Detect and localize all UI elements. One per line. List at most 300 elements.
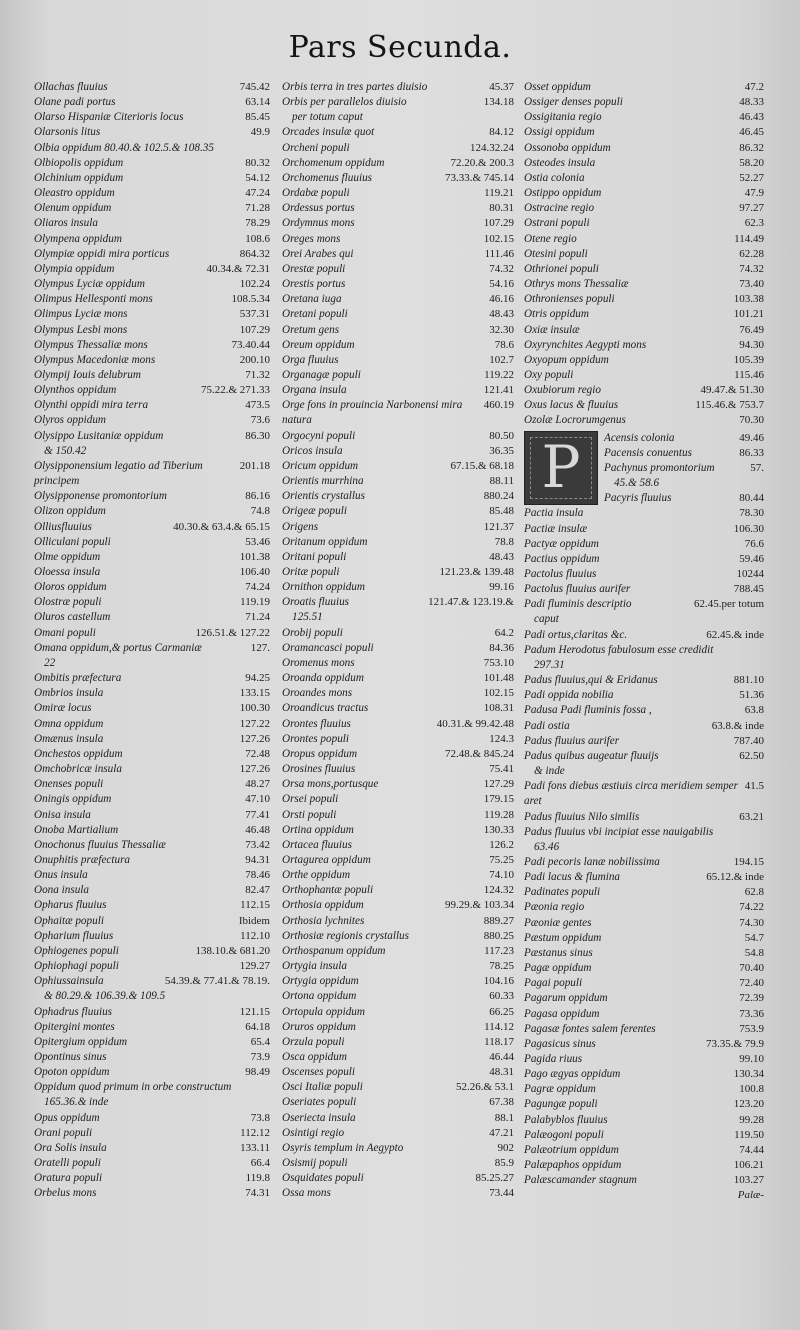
index-entry bbox=[282, 550, 514, 565]
index-entry bbox=[524, 95, 764, 110]
entry-reference: 127.26 bbox=[239, 763, 270, 776]
index-entry bbox=[34, 929, 270, 944]
index-entry bbox=[34, 110, 270, 125]
entry-name: Orestæ populi bbox=[282, 262, 346, 275]
entry-name: Palæotrium oppidum bbox=[524, 1143, 619, 1156]
entry-reference: 121.15 bbox=[239, 1005, 270, 1018]
entry-name: Oxyrynchites Aegypti mons bbox=[524, 338, 647, 351]
entry-name: Onisa insula bbox=[34, 808, 91, 821]
entry-name: Olarsonis litus bbox=[34, 126, 101, 139]
entry-name: Pagasæ fontes salem ferentes bbox=[524, 1022, 656, 1035]
entry-reference: 77.41 bbox=[245, 808, 270, 821]
entry-reference: 49.46 bbox=[739, 431, 764, 444]
entry-reference: 101.38 bbox=[239, 550, 270, 563]
entry-reference: 71.32 bbox=[245, 368, 270, 381]
entry-name: Orchomenum oppidum bbox=[282, 156, 385, 169]
entry-name: Ortacea fluuius bbox=[282, 838, 352, 851]
entry-name: Oromenus mons bbox=[282, 656, 355, 669]
entry-reference: 112.10 bbox=[240, 929, 270, 942]
entry-name: Olympij Iouis delubrum bbox=[34, 368, 141, 381]
entry-name: Orthophantæ populi bbox=[282, 884, 374, 897]
entry-reference: 115.46.& 753.7 bbox=[695, 399, 764, 412]
index-entry-continuation: 125.51 bbox=[292, 611, 323, 624]
entry-name: Omani populi bbox=[34, 626, 96, 639]
index-entry bbox=[282, 444, 514, 459]
entry-name: Pachynus promontorium bbox=[604, 461, 715, 474]
entry-reference: 60.33 bbox=[489, 990, 514, 1003]
entry-name: Olympena oppidum bbox=[34, 232, 122, 245]
entry-name: Padi oppida nobilia bbox=[524, 689, 614, 702]
index-entry bbox=[282, 959, 514, 974]
entry-name: Osismij populi bbox=[282, 1157, 348, 1170]
entry-name: Osca oppidum bbox=[282, 1051, 347, 1063]
entry-reference: 102.7 bbox=[489, 353, 514, 366]
entry-reference: 40.34.& 72.31 bbox=[206, 262, 270, 275]
entry-reference: 57. bbox=[750, 461, 764, 474]
entry-reference: 119.8 bbox=[245, 1172, 270, 1185]
index-entry bbox=[524, 323, 764, 338]
entry-reference: 114.12 bbox=[484, 1020, 514, 1033]
index-column-3-p-section bbox=[524, 506, 764, 1188]
entry-name: Pactyæ oppidum bbox=[524, 537, 599, 550]
index-entry bbox=[524, 597, 764, 612]
entry-reference: 86.16 bbox=[245, 490, 270, 503]
entry-reference: 107.29 bbox=[239, 323, 270, 336]
entry-name: Orientis murrhina bbox=[282, 475, 364, 488]
index-entry bbox=[34, 1005, 270, 1020]
index-entry bbox=[34, 277, 270, 292]
index-entry bbox=[524, 413, 764, 428]
entry-name: Ortina oppidum bbox=[282, 823, 354, 836]
entry-reference: 45.37 bbox=[489, 81, 514, 93]
entry-reference: 537.31 bbox=[239, 308, 270, 321]
index-entry bbox=[282, 671, 514, 686]
entry-name: Oleastro oppidum bbox=[34, 187, 115, 200]
entry-reference: 75.41 bbox=[489, 763, 514, 776]
index-entry bbox=[282, 792, 514, 807]
entry-name: Ossigitania regio bbox=[524, 111, 602, 124]
entry-name: Olysipponensium legatio ad Tiberium principem bbox=[34, 459, 203, 488]
index-entry bbox=[34, 1065, 270, 1080]
entry-name: Oritæ populi bbox=[282, 566, 340, 578]
entry-reference: 99.29.& 103.34 bbox=[444, 899, 514, 912]
entry-reference: 100.30 bbox=[239, 702, 270, 715]
entry-name: Opharium fluuius bbox=[34, 929, 114, 942]
index-entry bbox=[34, 853, 270, 868]
entry-reference: 126.2 bbox=[489, 838, 514, 851]
entry-reference: 53.46 bbox=[245, 535, 270, 548]
entry-reference: 74.24 bbox=[245, 581, 270, 594]
entry-name: Olysipponense promontorium bbox=[34, 490, 167, 503]
index-entry bbox=[34, 307, 270, 322]
entry-name: Olympus Thessaliæ mons bbox=[34, 338, 148, 351]
entry-name: Origens bbox=[282, 520, 319, 533]
entry-reference: 65.12.& inde bbox=[706, 871, 764, 884]
entry-name: Oratura populi bbox=[34, 1172, 103, 1185]
index-entry bbox=[282, 1186, 514, 1201]
entry-reference: 63.8 bbox=[744, 704, 764, 717]
entry-reference: 881.10 bbox=[733, 674, 764, 687]
entry-name: Pagungæ populi bbox=[524, 1098, 598, 1111]
entry-name: Ostia colonia bbox=[524, 171, 585, 184]
entry-reference: 86.33 bbox=[739, 446, 764, 459]
index-entry bbox=[34, 459, 270, 489]
entry-reference: 78.46 bbox=[245, 869, 270, 882]
index-entry bbox=[34, 535, 270, 550]
entry-name: Olme oppidum bbox=[34, 550, 101, 563]
entry-reference: 48.43 bbox=[489, 550, 514, 563]
entry-name: Pagida riuus bbox=[524, 1053, 583, 1065]
entry-name: Othrys mons Thessaliæ bbox=[524, 278, 629, 291]
index-entry bbox=[282, 1005, 514, 1020]
index-entry bbox=[282, 883, 514, 898]
entry-name: Oropus oppidum bbox=[282, 747, 358, 760]
entry-reference: 73.40 bbox=[739, 278, 764, 291]
entry-name: Opitergini montes bbox=[34, 1020, 115, 1033]
index-entry bbox=[524, 810, 764, 825]
index-entry bbox=[282, 580, 514, 595]
entry-name: Oreges mons bbox=[282, 232, 341, 245]
entry-reference: 74.32 bbox=[739, 262, 764, 275]
index-entry bbox=[282, 565, 514, 580]
entry-reference: 94.31 bbox=[245, 853, 270, 866]
index-entry-continuation: 165.36.& inde bbox=[44, 1096, 109, 1109]
index-entry bbox=[282, 762, 514, 777]
index-entry bbox=[34, 944, 270, 959]
entry-name: Orzula populi bbox=[282, 1035, 345, 1048]
entry-reference: 80.44 bbox=[739, 492, 764, 505]
index-entry bbox=[282, 1126, 514, 1141]
entry-name: Oloessa insula bbox=[34, 566, 101, 578]
entry-name: Orontes fluuius bbox=[282, 717, 351, 730]
index-entry bbox=[34, 974, 270, 989]
index-entry bbox=[524, 855, 764, 870]
entry-reference: 138.10.& 681.20 bbox=[195, 944, 270, 957]
index-entry bbox=[34, 520, 270, 535]
index-entry-continuation: & 150.42 bbox=[44, 444, 87, 457]
entry-name: Onoba Martialium bbox=[34, 823, 119, 836]
entry-reference: 76.6 bbox=[744, 537, 764, 550]
index-entry bbox=[282, 474, 514, 489]
index-entry bbox=[34, 201, 270, 216]
entry-reference: 130.34 bbox=[733, 1068, 764, 1081]
index-column-2 bbox=[282, 80, 514, 1202]
index-entry bbox=[34, 550, 270, 565]
index-entry bbox=[282, 1111, 514, 1126]
entry-name: Ombrios insula bbox=[34, 687, 104, 700]
index-entry bbox=[524, 262, 764, 277]
index-entry bbox=[282, 1065, 514, 1080]
entry-reference: 70.30 bbox=[739, 414, 764, 427]
entry-name: Pæstanus sinus bbox=[524, 946, 593, 959]
entry-name: Olostræ populi bbox=[34, 596, 102, 609]
entry-reference: 124.32 bbox=[483, 884, 514, 897]
entry-name: Olysippo Lusitaniæ oppidum bbox=[34, 429, 164, 442]
entry-name: Oroandicus tractus bbox=[282, 702, 369, 715]
entry-name: Pagai populi bbox=[524, 977, 583, 990]
entry-reference: 46.43 bbox=[739, 111, 764, 124]
index-entry bbox=[34, 838, 270, 853]
entry-reference: 41.5 bbox=[744, 780, 764, 793]
entry-name: Orcades insulæ quot bbox=[282, 126, 375, 139]
entry-reference: 200.10 bbox=[239, 353, 270, 366]
entry-name: Opus oppidum bbox=[34, 1111, 100, 1124]
index-entry bbox=[34, 641, 270, 656]
entry-reference: 74.10 bbox=[489, 869, 514, 882]
entry-reference: 54.39.& 77.41.& 78.19. bbox=[164, 975, 270, 988]
index-entry bbox=[34, 580, 270, 595]
entry-name: Pacyris fluuius bbox=[604, 492, 672, 505]
index-entry bbox=[282, 808, 514, 823]
index-entry bbox=[34, 1050, 270, 1065]
entry-name: Ortopula oppidum bbox=[282, 1005, 365, 1018]
entry-name: Olbiopolis oppidum bbox=[34, 156, 124, 169]
index-entry bbox=[282, 929, 514, 944]
index-entry bbox=[282, 898, 514, 913]
entry-reference: 103.27 bbox=[733, 1174, 764, 1187]
index-entry bbox=[282, 489, 514, 504]
index-entry bbox=[34, 792, 270, 807]
decorated-initial-p bbox=[524, 431, 598, 505]
index-entry bbox=[282, 323, 514, 338]
entry-reference: 787.40 bbox=[733, 734, 764, 747]
entry-name: Opoton oppidum bbox=[34, 1066, 110, 1079]
entry-name: Ophiophagi populi bbox=[34, 960, 119, 973]
index-entry bbox=[604, 491, 764, 506]
entry-name: Ordabæ populi bbox=[282, 187, 350, 200]
index-entry bbox=[34, 686, 270, 701]
entry-name: Olliusfluuius bbox=[34, 520, 92, 533]
entry-name: Oona insula bbox=[34, 884, 90, 897]
entry-name: Ossonoba oppidum bbox=[524, 141, 611, 154]
entry-reference: 73.6 bbox=[250, 414, 270, 427]
entry-reference: 46.48 bbox=[245, 823, 270, 836]
index-entry bbox=[282, 95, 514, 110]
entry-reference: 105.39 bbox=[733, 353, 764, 366]
entry-name: Opitergium oppidum bbox=[34, 1035, 128, 1048]
index-entry bbox=[524, 110, 764, 125]
index-entry bbox=[282, 868, 514, 883]
index-entry bbox=[524, 946, 764, 961]
entry-name: Pagasa oppidum bbox=[524, 1007, 600, 1020]
entry-reference: 75.25 bbox=[489, 853, 514, 866]
entry-name: Olizon oppidum bbox=[34, 505, 106, 518]
entry-reference: 97.27 bbox=[739, 202, 764, 215]
index-entry bbox=[34, 216, 270, 231]
entry-reference: 62.50 bbox=[739, 749, 764, 762]
entry-name: Acensis colonia bbox=[604, 431, 675, 444]
index-entry bbox=[524, 703, 764, 718]
entry-reference: 59.46 bbox=[739, 552, 764, 565]
entry-name: Orsa mons,portusque bbox=[282, 778, 379, 791]
entry-reference: 76.49 bbox=[739, 323, 764, 336]
entry-reference: 108.5.34 bbox=[231, 293, 270, 306]
index-entry bbox=[34, 247, 270, 262]
entry-reference: 108.6 bbox=[245, 232, 270, 245]
entry-reference: 73.8 bbox=[250, 1111, 270, 1124]
entry-name: Ordymnus mons bbox=[282, 217, 355, 230]
entry-name: Pæoniæ gentes bbox=[524, 916, 592, 929]
index-entry bbox=[282, 429, 514, 444]
entry-reference: 94.25 bbox=[245, 672, 270, 685]
index-entry bbox=[34, 868, 270, 883]
entry-reference: 902 bbox=[497, 1141, 514, 1154]
entry-name: Orbelus mons bbox=[34, 1187, 97, 1200]
index-entry bbox=[282, 368, 514, 383]
index-entry bbox=[282, 216, 514, 231]
index-entry bbox=[524, 1097, 764, 1112]
index-entry bbox=[524, 567, 764, 582]
entry-reference: 74.31 bbox=[245, 1187, 270, 1200]
entry-reference: 63.14 bbox=[245, 96, 270, 109]
entry-name: Ordessus portus bbox=[282, 202, 355, 215]
entry-name: Oroanda oppidum bbox=[282, 672, 364, 685]
entry-name: Olympus Lesbi mons bbox=[34, 323, 128, 336]
index-entry bbox=[282, 701, 514, 716]
entry-reference: 78.6 bbox=[494, 338, 514, 351]
entry-name: Onenses populi bbox=[34, 778, 104, 791]
entry-reference: 49.47.& 51.30 bbox=[700, 384, 764, 397]
entry-reference: 66.4 bbox=[250, 1157, 270, 1170]
entry-reference: 64.2 bbox=[494, 626, 514, 639]
entry-name: Oratelli populi bbox=[34, 1157, 101, 1170]
entry-reference: 67.38 bbox=[489, 1096, 514, 1109]
index-entry bbox=[282, 307, 514, 322]
entry-name: Orga fluuius bbox=[282, 353, 339, 366]
entry-reference: 40.31.& 99.42.48 bbox=[436, 717, 514, 730]
index-entry bbox=[282, 520, 514, 535]
entry-name: Oxy populi bbox=[524, 368, 574, 381]
entry-reference: 112.12 bbox=[240, 1126, 270, 1139]
index-entry bbox=[282, 717, 514, 732]
index-entry bbox=[524, 916, 764, 931]
entry-name: Orthe oppidum bbox=[282, 869, 351, 882]
index-entry-continuation: 297.31 bbox=[534, 658, 565, 671]
entry-reference: 80.31 bbox=[489, 202, 514, 215]
entry-name: Organa insula bbox=[282, 384, 347, 397]
entry-reference: 745.42 bbox=[239, 81, 270, 93]
index-entry bbox=[524, 673, 764, 688]
index-entry bbox=[282, 186, 514, 201]
entry-name: Orcheni populi bbox=[282, 141, 350, 154]
index-entry bbox=[524, 1113, 764, 1128]
entry-reference: 36.35 bbox=[489, 444, 514, 457]
entry-name: Otesini populi bbox=[524, 247, 588, 260]
index-entry bbox=[524, 232, 764, 247]
entry-reference: 72.48 bbox=[245, 747, 270, 760]
index-entry bbox=[282, 944, 514, 959]
entry-reference: 121.23.& 139.48 bbox=[439, 566, 514, 578]
entry-reference: 85.25.27 bbox=[475, 1172, 514, 1185]
entry-name: Orge fons in prouincia Narbonensi mira natura bbox=[282, 399, 463, 427]
entry-reference: 108.31 bbox=[483, 702, 514, 715]
entry-reference: 123.20 bbox=[733, 1098, 764, 1111]
index-entry bbox=[282, 80, 514, 95]
index-entry bbox=[282, 686, 514, 701]
index-entry bbox=[524, 552, 764, 567]
entry-name: Oningis oppidum bbox=[34, 793, 112, 806]
entry-reference: 46.44 bbox=[489, 1051, 514, 1063]
index-entry bbox=[524, 870, 764, 885]
index-entry bbox=[282, 777, 514, 792]
entry-name: Orbis per parallelos diuisio bbox=[282, 96, 407, 109]
entry-name: Orientis crystallus bbox=[282, 490, 365, 503]
entry-name: Pago ægyas oppidum bbox=[524, 1068, 621, 1081]
entry-reference: 74.22 bbox=[739, 901, 764, 914]
entry-reference: 64.18 bbox=[245, 1020, 270, 1033]
index-entry bbox=[282, 262, 514, 277]
entry-name: Pactius oppidum bbox=[524, 552, 600, 565]
entry-reference: 103.38 bbox=[733, 293, 764, 306]
index-entry bbox=[524, 368, 764, 383]
entry-name: Padi ortus,claritas &c. bbox=[524, 628, 628, 641]
index-entry bbox=[524, 1128, 764, 1143]
entry-name: Onus insula bbox=[34, 869, 88, 882]
index-entry bbox=[282, 732, 514, 747]
index-entry bbox=[34, 1020, 270, 1035]
entry-reference: 112.15 bbox=[240, 899, 270, 912]
entry-name: Oritanum oppidum bbox=[282, 535, 368, 548]
index-entry bbox=[282, 1156, 514, 1171]
index-entry bbox=[524, 353, 764, 368]
entry-name: Orsti populi bbox=[282, 808, 337, 821]
entry-reference: 47.21 bbox=[489, 1126, 514, 1139]
entry-name: Pæstum oppidum bbox=[524, 931, 602, 944]
index-entry bbox=[282, 1080, 514, 1095]
entry-name: Padus quibus augeatur fluuijs bbox=[524, 749, 659, 762]
index-entry bbox=[524, 383, 764, 398]
entry-name: Orthosia oppidum bbox=[282, 899, 364, 912]
entry-name: Opharus fluuius bbox=[34, 899, 107, 912]
entry-reference: 47.10 bbox=[245, 793, 270, 806]
entry-name: Oreum oppidum bbox=[282, 338, 355, 351]
entry-name: Ossa mons bbox=[282, 1187, 331, 1200]
entry-reference: 62.8 bbox=[744, 886, 764, 899]
entry-name: Padi fluminis descriptio bbox=[524, 598, 632, 611]
entry-reference: 106.30 bbox=[733, 522, 764, 535]
index-entry bbox=[34, 232, 270, 247]
entry-name: Oliaros insula bbox=[34, 217, 98, 230]
index-entry bbox=[604, 446, 764, 461]
entry-reference: 73.9 bbox=[250, 1051, 270, 1063]
entry-name: Orei Arabes qui bbox=[282, 247, 354, 260]
entry-name: Padum Herodotus fabulosum esse credidit bbox=[524, 643, 714, 656]
index-entry bbox=[34, 171, 270, 186]
entry-reference: 127.26 bbox=[239, 732, 270, 745]
entry-reference: 72.40 bbox=[739, 977, 764, 990]
entry-name: Olchinium oppidum bbox=[34, 171, 124, 184]
entry-name: Othrionei populi bbox=[524, 262, 599, 275]
index-entry bbox=[34, 156, 270, 171]
index-entry bbox=[34, 823, 270, 838]
index-entry bbox=[282, 338, 514, 353]
index-entry bbox=[524, 582, 764, 597]
entry-name: Orthospanum oppidum bbox=[282, 944, 386, 957]
index-entry bbox=[524, 247, 764, 262]
index-entry bbox=[34, 353, 270, 368]
entry-reference: 48.27 bbox=[245, 778, 270, 791]
entry-reference: 32.30 bbox=[489, 323, 514, 336]
entry-reference: 194.15 bbox=[733, 855, 764, 868]
entry-reference: 58.20 bbox=[739, 156, 764, 169]
index-entry bbox=[34, 717, 270, 732]
entry-name: Onuphitis præfectura bbox=[34, 853, 131, 866]
index-entry bbox=[282, 156, 514, 171]
index-entry bbox=[34, 762, 270, 777]
entry-reference: 473.5 bbox=[245, 399, 270, 412]
index-entry bbox=[34, 883, 270, 898]
entry-reference: 54.16 bbox=[489, 278, 514, 291]
